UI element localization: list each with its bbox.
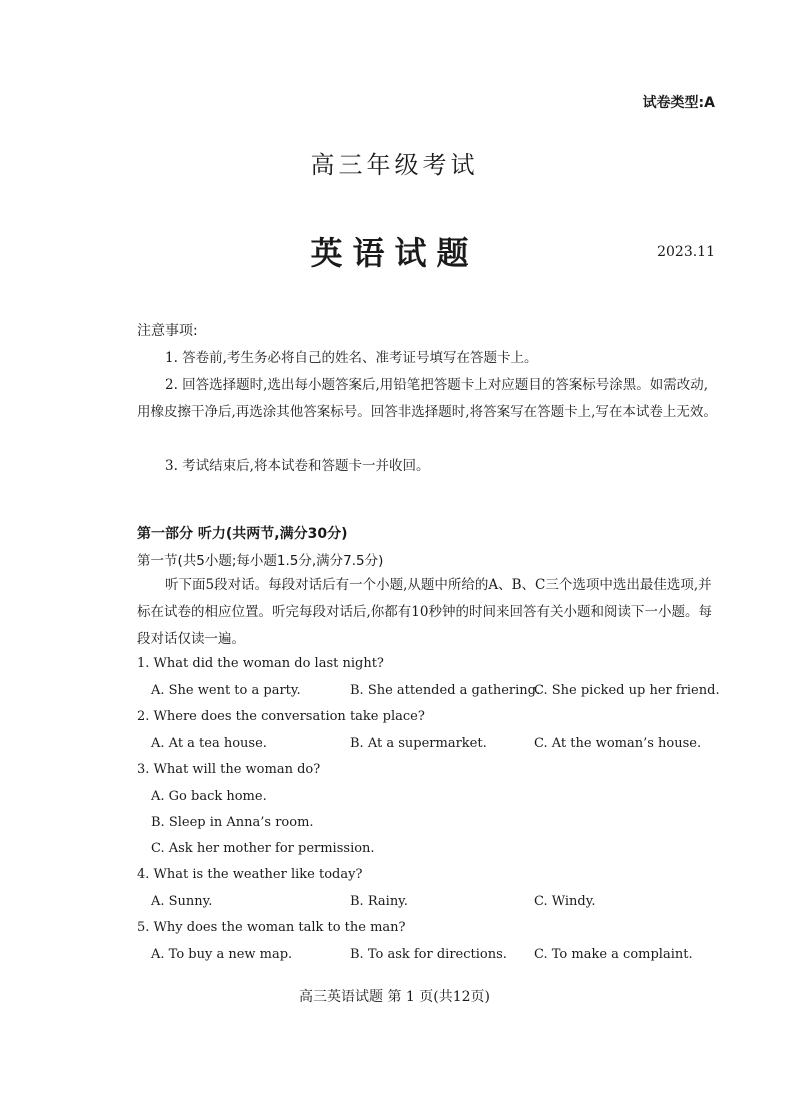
question-2: 2. Where does the conversation take place? [137,709,425,724]
question-2-option-a: A. At a tea house. [151,736,267,751]
exam-title: 高三年级考试 [310,151,479,179]
question-1: 1. What did the woman do last night? [137,656,384,671]
notice-heading: 注意事项: [137,323,198,339]
question-4-option-b: B. Rainy. [350,894,408,909]
notice-item-3: 3. 考试结束后,将本试卷和答题卡一并收回。 [165,458,430,474]
exam-date: 2023.11 [657,244,715,260]
question-2-option-b: B. At a supermarket. [350,736,487,751]
question-1-option-b: B. She attended a gathering. [350,683,541,698]
question-4-option-c: C. Windy. [534,894,596,909]
section-instructions: 听下面5段对话。每段对话后有一个小题,从题中所给的A、B、C三个选项中选出最佳选项,并标在试卷的相应位置。听完每段对话后,你都有10秒钟的时间来回答有关小题和阅读下一小题。每段对话仅读一遍。 [137,577,712,647]
question-4: 4. What is the weather like today? [137,867,363,882]
notice-item-2: 2. 回答选择题时,选出每小题答案后,用铅笔把答题卡上对应题目的答案标号涂黑。如需改动,用橡皮擦干净后,再选涂其他答案标号。回答非选择题时,将答案写在答题卡上,写在本试卷上无效。 [137,377,717,420]
question-5-option-c: C. To make a complaint. [534,947,693,962]
question-3-option-b: B. Sleep in Anna’s room. [151,815,314,830]
part-title: 第一部分 听力(共两节,满分30分) [137,526,348,542]
question-3-option-a: A. Go back home. [151,789,267,804]
question-1-option-c: C. She picked up her friend. [534,683,720,698]
section-title: 第一节(共5小题;每小题1.5分,满分7.5分) [137,553,384,569]
subject-title: 英语试题 [310,234,479,272]
question-5: 5. Why does the woman talk to the man? [137,920,406,935]
question-4-option-a: A. Sunny. [151,894,213,909]
question-2-option-c: C. At the woman’s house. [534,736,702,751]
question-1-option-a: A. She went to a party. [151,683,301,698]
notice-item-1: 1. 答卷前,考生务必将自己的姓名、准考证号填写在答题卡上。 [165,350,538,366]
page-footer: 高三英语试题 第 1 页(共12页) [299,989,490,1005]
question-3: 3. What will the woman do? [137,762,321,777]
paper-type-label: 试卷类型:A [642,95,715,111]
question-3-option-c: C. Ask her mother for permission. [151,841,375,856]
question-5-option-a: A. To buy a new map. [151,947,293,962]
question-5-option-b: B. To ask for directions. [350,947,507,962]
